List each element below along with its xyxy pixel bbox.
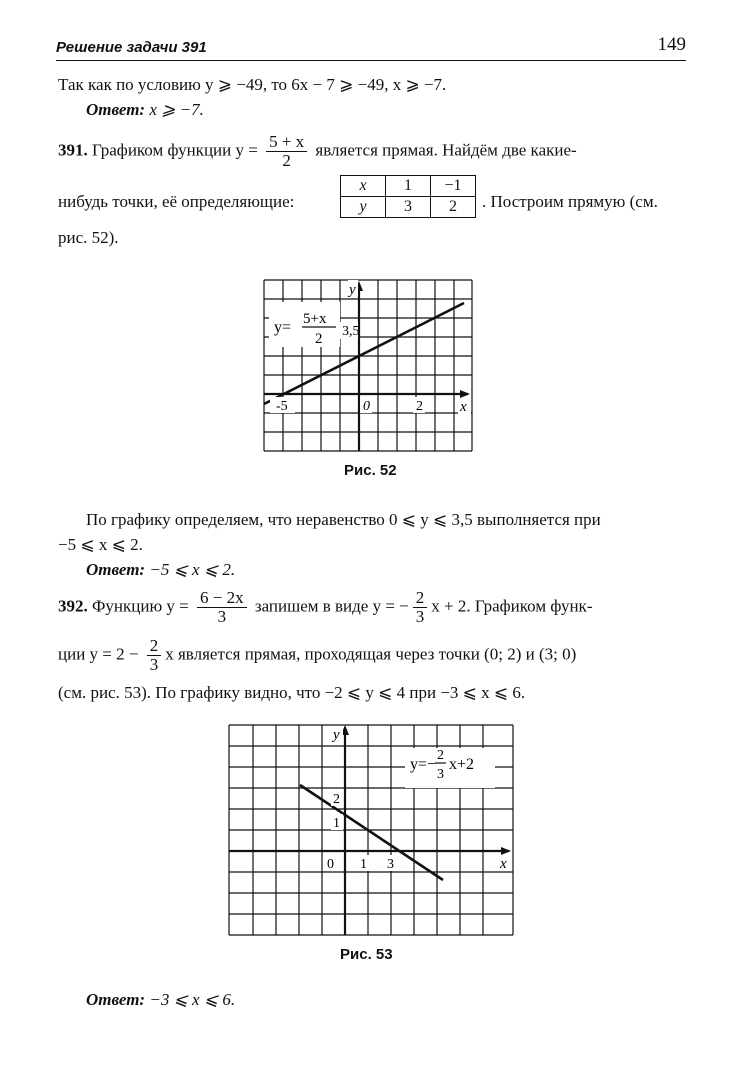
p392-text-d: ции y = 2 − xyxy=(58,644,139,664)
equation-num: 5+x xyxy=(303,311,327,327)
p1-line1: Так как по условию y ⩾ −49, то 6x − 7 ⩾ −49, x ⩾ −7. xyxy=(58,75,447,94)
answer-value: −3 ⩽ x ⩽ 6. xyxy=(149,990,236,1009)
x-axis-label: x xyxy=(460,399,467,415)
figure-52-caption: Рис. 52 xyxy=(344,462,397,479)
figure-53 xyxy=(227,720,517,940)
y-axis-label: y xyxy=(333,727,340,743)
tick-label: 1 xyxy=(360,857,367,872)
p391-text-a: Графиком функции y = xyxy=(92,140,258,160)
table-cell: 1 xyxy=(386,176,431,197)
x-axis-label: x xyxy=(500,856,507,872)
problem-number: 392. xyxy=(58,596,88,616)
answer-value: −5 ⩽ x ⩽ 2. xyxy=(149,560,236,579)
table-cell: y xyxy=(341,197,386,218)
frac-den: 3 xyxy=(415,607,425,626)
equation-lhs: y=− xyxy=(410,756,437,773)
x-arrow-53 xyxy=(501,847,511,855)
frac-den: 3 xyxy=(149,655,159,674)
fraction xyxy=(266,133,307,170)
equation-rhs: x+2 xyxy=(449,756,475,773)
page-number: 149 xyxy=(657,34,686,55)
p52-line1: По графику определяем, что неравенство 0 ⩽ y ⩽ 3,5 выполняется при xyxy=(86,510,601,529)
table-row xyxy=(341,197,476,218)
page-header xyxy=(56,30,686,61)
fraction xyxy=(197,589,247,626)
figure-52 xyxy=(262,278,476,456)
table-row xyxy=(341,176,476,197)
equation-den: 2 xyxy=(315,331,323,347)
p392-line2 xyxy=(58,637,576,674)
p391-line1 xyxy=(58,133,577,170)
tick-label: -5 xyxy=(276,399,288,414)
frac-num: 5 + x xyxy=(266,133,307,152)
x-arrow-52 xyxy=(460,390,470,398)
p392-text-a: Функцию y = xyxy=(92,596,189,616)
values-table xyxy=(340,175,476,218)
frac-num: 2 xyxy=(147,637,162,656)
fraction xyxy=(147,637,162,674)
section-title: Решение задачи 391 xyxy=(56,39,207,56)
answer-label: Ответ: xyxy=(86,560,146,579)
p392-text-c: x + 2. Графиком функ- xyxy=(431,596,593,616)
equation-lhs: y= xyxy=(274,319,292,336)
table-cell: x xyxy=(341,176,386,197)
tick-label: 3 xyxy=(387,857,394,872)
equation-num: 2 xyxy=(437,748,444,763)
tick-label: 0 xyxy=(363,399,370,414)
p52-line2: −5 ⩽ x ⩽ 2. xyxy=(58,535,143,554)
p391-line2-right: . Построим прямую (см. xyxy=(482,192,658,211)
final-answer xyxy=(86,990,235,1010)
tick-label: 0 xyxy=(327,857,334,872)
frac-den: 2 xyxy=(282,151,291,170)
fraction xyxy=(413,589,428,626)
problem-number: 391. xyxy=(58,140,88,160)
p391-line2-left: нибудь точки, её определяющие: xyxy=(58,192,295,211)
p1-answer xyxy=(86,100,204,120)
p391-line3: рис. 52). xyxy=(58,228,119,247)
p392-line1 xyxy=(58,589,592,626)
table-cell: −1 xyxy=(431,176,476,197)
tick-label: 1 xyxy=(333,816,340,831)
answer-value: x ⩾ −7. xyxy=(149,100,204,119)
p392-text-e: x является прямая, проходящая через точки (0; 2) и (3; 0) xyxy=(165,644,577,664)
tick-label: 3,5 xyxy=(342,324,360,339)
figure-53-caption: Рис. 53 xyxy=(340,946,393,963)
p52-answer xyxy=(86,560,235,580)
answer-label: Ответ: xyxy=(86,100,146,119)
p391-text-b: является прямая. Найдём две какие- xyxy=(315,140,577,160)
y-axis-label: y xyxy=(349,282,356,298)
tick-label: 2 xyxy=(416,399,423,414)
p392-line3: (см. рис. 53). По графику видно, что −2 ⩽ y ⩽ 4 при −3 ⩽ x ⩽ 6. xyxy=(58,683,526,702)
tick-label: 2 xyxy=(333,792,340,807)
p392-text-b: запишем в виде y = − xyxy=(254,596,409,616)
frac-den: 3 xyxy=(217,607,227,626)
table-cell: 2 xyxy=(431,197,476,218)
answer-label: Ответ: xyxy=(86,990,146,1009)
frac-num: 6 − 2x xyxy=(197,589,247,608)
table-cell: 3 xyxy=(386,197,431,218)
equation-den: 3 xyxy=(437,767,444,782)
frac-num: 2 xyxy=(413,589,428,608)
